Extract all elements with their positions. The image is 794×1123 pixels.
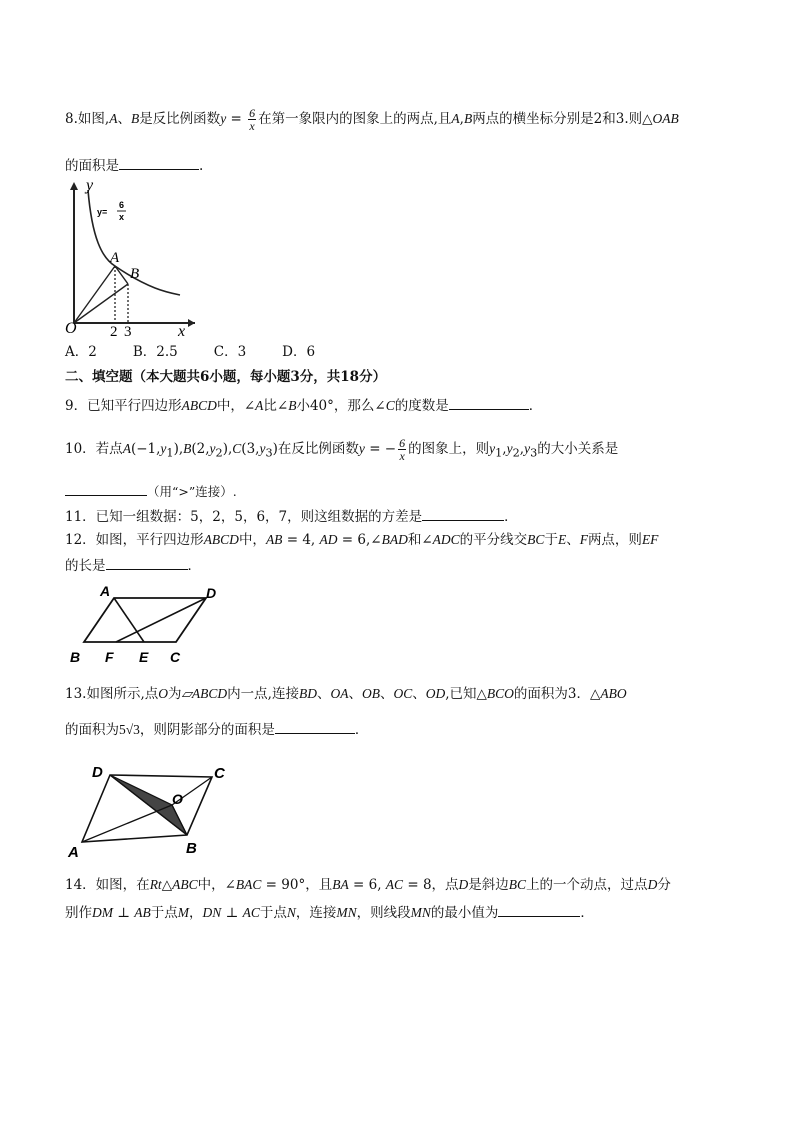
answer-blank[interactable] (449, 395, 529, 410)
q11: 11．已知一组数据：5，2，5，6，7，则这组数据的方差是 ． (65, 506, 518, 527)
label-D: D (92, 764, 103, 781)
q14-line2: 别作DM ⊥ AB于点M，DN ⊥ AC于点N，连接MN，则线段MN的最小值为 ． (65, 902, 594, 923)
q12-figure (64, 584, 234, 666)
q10-fraction: $\frac{6}{x}$ (399, 436, 406, 463)
sqrt-value: 5√3 (119, 722, 140, 737)
q13-line1: 13.如图所示,点O为▱ABCD内一点,连接BD、OA、OB、OC、OD,已知△BCO的面积为3．△ABO (65, 686, 627, 702)
parallelogram-ABCD (82, 775, 212, 842)
answer-blank[interactable] (498, 902, 580, 917)
tick-3: 3 (124, 324, 132, 338)
q9: 9．已知平行四边形ABCD中，∠A比∠B小40°，那么∠C的度数是 ． (65, 395, 542, 416)
q8-line2: 的面积是 . (65, 155, 203, 176)
y-arrow-icon (70, 182, 78, 190)
q10-line2: （用“>”连接）. (65, 481, 237, 502)
q13-figure (62, 757, 237, 862)
q8-options (65, 342, 351, 362)
q10-line1: 10．若点$A(-1,y_1),B(2,y_2),C(3,y_3)$在反比例函数y = − $\frac{6}{x}$ 的图象上，则$y_1,y_2,y_3$的大小关系是 (65, 436, 619, 463)
q8-number: 8. (65, 111, 78, 127)
point-A-label: A (110, 250, 120, 266)
x-label: x (178, 323, 186, 338)
label-B: B (70, 649, 81, 665)
parallelogram-ABCD (84, 598, 206, 642)
option-b[interactable]: B．2.5 (132, 344, 178, 360)
q13-line2: 的面积为5√3，则阴影部分的面积是 ． (65, 719, 368, 740)
label-C: C (170, 649, 181, 665)
tick-2: 2 (110, 324, 118, 338)
svg-text:x: x (119, 212, 125, 222)
option-c[interactable]: C．3 (213, 344, 247, 360)
answer-blank[interactable] (119, 155, 199, 170)
answer-blank[interactable] (65, 481, 147, 496)
option-a[interactable]: A．2 (65, 344, 97, 360)
y-label: y (86, 178, 94, 194)
label-B: B (186, 840, 197, 857)
point-B-label: B (130, 266, 140, 282)
x-arrow-icon (188, 319, 195, 327)
segment-OB (74, 284, 128, 323)
curve-label: y= (97, 207, 108, 217)
q12-line2: 的长是 ． (65, 555, 201, 576)
label-A: A (100, 584, 111, 599)
section-heading: 二、填空题（本大题共6小题，每小题3分，共18分） (65, 369, 387, 385)
option-d[interactable]: D．6 (282, 344, 316, 360)
segment-OA (74, 266, 115, 323)
label-E: E (139, 649, 149, 665)
q8-figure (60, 178, 200, 338)
segment-AB (115, 266, 128, 284)
answer-blank[interactable] (106, 555, 188, 570)
answer-blank[interactable] (422, 506, 504, 521)
q12-line1: 12．如图，平行四边形ABCD中，AB = 4, AD = 6,∠BAD和∠ADC的平分线交BC于E、F两点，则EF (65, 532, 659, 548)
q8-line1: 8.如图,A、B是反比例函数y = $\frac{6}{x}$ 在第一象限内的图象上的两点,且A,B两点的横坐标分别是2和3.则△OAB (65, 106, 679, 133)
answer-blank[interactable] (275, 719, 355, 734)
label-F: F (105, 649, 114, 665)
origin-label: O (65, 320, 77, 337)
q8-fraction: $\frac{6}{x}$ (249, 106, 256, 133)
q14-line1: 14．如图，在Rt△ABC中，∠BAC = 90°，且BA = 6, AC = 8，点D是斜边BC上的一个动点，过点D分 (65, 877, 671, 893)
label-A: A (68, 844, 79, 861)
label-D: D (206, 585, 217, 601)
label-C: C (214, 765, 225, 782)
svg-text:6: 6 (119, 200, 125, 210)
label-O: O (172, 791, 183, 807)
